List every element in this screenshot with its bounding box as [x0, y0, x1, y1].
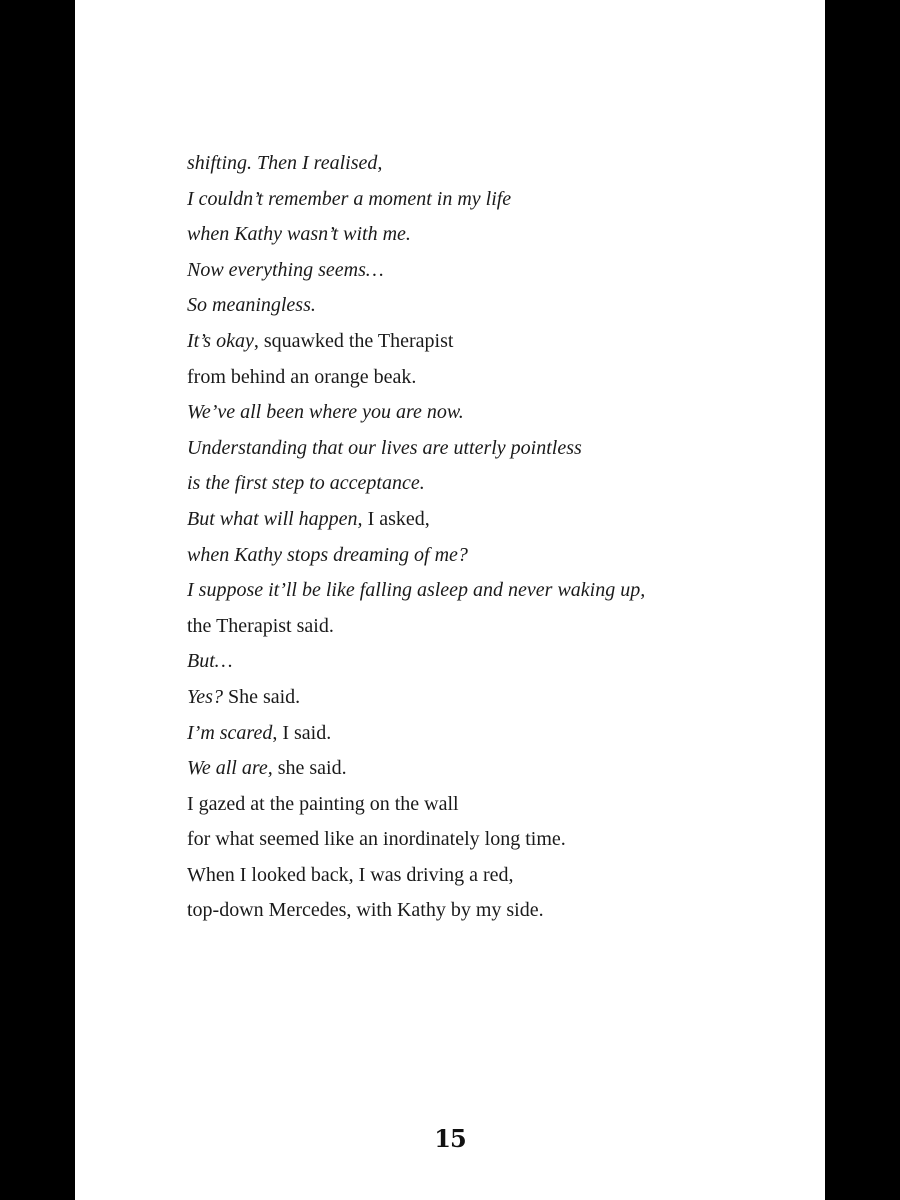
- poem-line: [187, 787, 645, 823]
- poem-line: [187, 253, 645, 289]
- italic-text: is the first step to acceptance.: [187, 472, 425, 495]
- poem-line: [187, 751, 645, 787]
- italic-text: Yes?: [187, 685, 223, 708]
- italic-text: But…: [187, 650, 233, 673]
- poem-line: [187, 146, 645, 182]
- poem-text: [187, 146, 645, 929]
- roman-text: she said.: [272, 757, 347, 780]
- roman-text: for what seemed like an inordinately long time.: [187, 828, 566, 851]
- poem-line: [187, 395, 645, 431]
- poem-line: [187, 893, 645, 929]
- poem-line: [187, 466, 645, 502]
- poem-line: [187, 822, 645, 858]
- page-number: 15: [434, 1124, 466, 1153]
- poem-line: [187, 182, 645, 218]
- italic-text: Understanding that our lives are utterly pointless: [187, 436, 582, 459]
- roman-text: , squawked the Therapist: [253, 329, 454, 352]
- roman-text: I asked,: [362, 507, 430, 530]
- italic-text: I’m scared: [187, 721, 273, 744]
- italic-text: shifting. Then I realised,: [187, 152, 383, 174]
- poem-line: [187, 431, 645, 467]
- poem-line: [187, 288, 645, 324]
- roman-text: the Therapist said.: [187, 614, 334, 637]
- poem-line: [187, 573, 645, 609]
- book-page: [75, 0, 825, 1200]
- poem-line: [187, 609, 645, 645]
- poem-line: [187, 538, 645, 574]
- italic-text: We’ve all been where you are now.: [187, 401, 464, 424]
- italic-text: I couldn’t remember a moment in my life: [187, 187, 512, 210]
- poem-line: [187, 502, 645, 538]
- poem-line: [187, 360, 645, 396]
- italic-text: when Kathy wasn’t with me.: [187, 223, 411, 246]
- roman-text: She said.: [222, 685, 301, 708]
- italic-text: But what will happen,: [187, 507, 363, 530]
- italic-text: It’s okay: [187, 329, 254, 352]
- roman-text: When I looked back, I was driving a red,: [187, 863, 514, 886]
- poem-line: [187, 217, 645, 253]
- italic-text: Now everything seems…: [187, 258, 384, 281]
- italic-text: when Kathy stops dreaming of me?: [187, 543, 468, 566]
- italic-text: I suppose it’ll be like falling asleep and never waking up,: [187, 579, 646, 602]
- poem-line: [187, 644, 645, 680]
- roman-text: top-down Mercedes, with Kathy by my side.: [187, 899, 544, 922]
- poem-line: [187, 324, 645, 360]
- roman-text: , I said.: [272, 721, 332, 744]
- roman-text: from behind an orange beak.: [187, 365, 417, 388]
- poem-line: [187, 858, 645, 894]
- roman-text: I gazed at the painting on the wall: [187, 792, 459, 815]
- poem-line: [187, 680, 645, 716]
- italic-text: So meaningless.: [187, 294, 316, 317]
- poem-line: [187, 716, 645, 752]
- italic-text: We all are,: [187, 757, 273, 780]
